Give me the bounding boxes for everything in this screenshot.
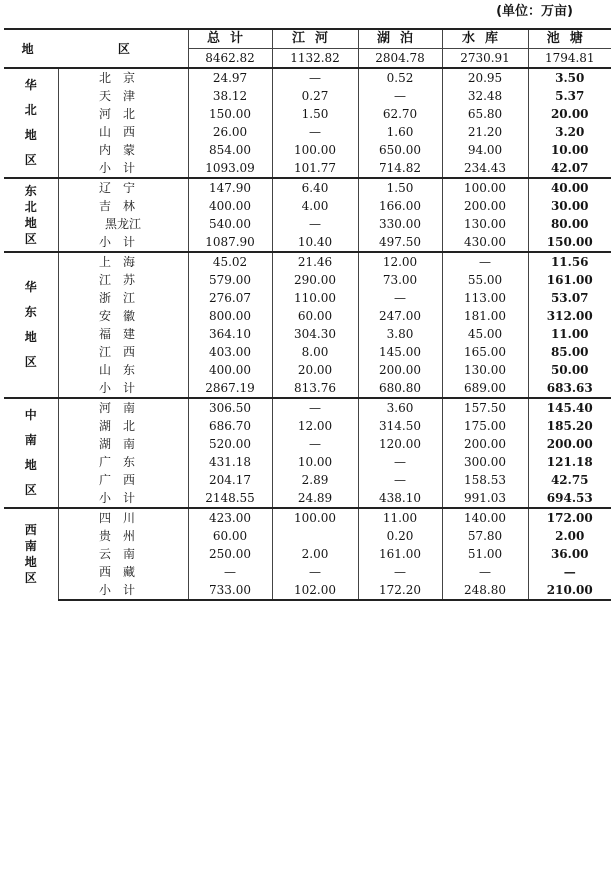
value-cell: 0.20 xyxy=(358,527,442,545)
unit-note: (单位：万亩) xyxy=(496,4,573,19)
value-cell: 140.00 xyxy=(442,508,528,527)
province-name: 湖南 xyxy=(58,435,188,453)
total-cell: 1132.82 xyxy=(272,49,358,69)
province-name: 河南 xyxy=(58,398,188,417)
province-name: 上海 xyxy=(58,252,188,271)
province-name: 四川 xyxy=(58,508,188,527)
province-name: 小计 xyxy=(58,233,188,252)
table-row xyxy=(4,343,611,361)
region-char: 地 xyxy=(24,215,37,230)
region-label xyxy=(4,398,58,508)
value-cell: 57.80 xyxy=(442,527,528,545)
value-cell: — xyxy=(358,453,442,471)
region-label xyxy=(4,508,58,600)
value-cell: 165.00 xyxy=(442,343,528,361)
table-row xyxy=(4,527,611,545)
value-cell: 36.00 xyxy=(528,545,611,563)
region-chars xyxy=(25,403,37,503)
total-cell: 2804.78 xyxy=(358,49,442,69)
value-cell: 423.00 xyxy=(188,508,272,527)
value-cell: 145.40 xyxy=(528,398,611,417)
region-char: 区 xyxy=(24,483,37,497)
region-chars xyxy=(25,522,37,586)
province-name: 小计 xyxy=(58,379,188,398)
water-area-table xyxy=(4,28,611,601)
table-row xyxy=(4,68,611,87)
value-cell: 430.00 xyxy=(442,233,528,252)
region-char: 华 xyxy=(24,78,37,92)
value-cell: 2148.55 xyxy=(188,489,272,508)
value-cell: 24.97 xyxy=(188,68,272,87)
value-cell: 110.00 xyxy=(272,289,358,307)
value-cell: 2.00 xyxy=(272,545,358,563)
province-name: 小计 xyxy=(58,581,188,600)
value-cell: 130.00 xyxy=(442,215,528,233)
table-row xyxy=(4,123,611,141)
province-name: 浙江 xyxy=(58,289,188,307)
table-row xyxy=(4,105,611,123)
region-char: 地 xyxy=(24,128,37,142)
column-header: 总计 xyxy=(188,29,272,49)
value-cell: 185.20 xyxy=(528,417,611,435)
province-name: 河北 xyxy=(58,105,188,123)
table-row xyxy=(4,215,611,233)
value-cell: 30.00 xyxy=(528,197,611,215)
table-row xyxy=(4,325,611,343)
value-cell: 2867.19 xyxy=(188,379,272,398)
value-cell: 42.75 xyxy=(528,471,611,489)
region-char: 北 xyxy=(24,103,37,117)
value-cell: 431.18 xyxy=(188,453,272,471)
column-header: 池塘 xyxy=(528,29,611,49)
value-cell: 11.00 xyxy=(358,508,442,527)
value-cell: 689.00 xyxy=(442,379,528,398)
value-cell: — xyxy=(272,123,358,141)
region-label xyxy=(4,178,58,252)
value-cell: 147.90 xyxy=(188,178,272,197)
value-cell: 80.00 xyxy=(528,215,611,233)
table-row xyxy=(4,233,611,252)
table-row xyxy=(4,307,611,325)
value-cell: 579.00 xyxy=(188,271,272,289)
value-cell: 210.00 xyxy=(528,581,611,600)
province-name: 安徽 xyxy=(58,307,188,325)
column-header: 水库 xyxy=(442,29,528,49)
region-char: 地 xyxy=(24,458,37,472)
region-chars xyxy=(25,183,37,247)
value-cell: 150.00 xyxy=(188,105,272,123)
table-row xyxy=(4,252,611,271)
value-cell: 10.40 xyxy=(272,233,358,252)
value-cell: 150.00 xyxy=(528,233,611,252)
value-cell: 1.50 xyxy=(358,178,442,197)
value-cell: 200.00 xyxy=(358,361,442,379)
value-cell: 694.53 xyxy=(528,489,611,508)
province-name: 山东 xyxy=(58,361,188,379)
value-cell: 247.00 xyxy=(358,307,442,325)
value-cell: 55.00 xyxy=(442,271,528,289)
region-char: 东 xyxy=(24,183,37,198)
table-row xyxy=(4,197,611,215)
value-cell: 300.00 xyxy=(442,453,528,471)
value-cell: 5.37 xyxy=(528,87,611,105)
region-chars xyxy=(25,73,37,173)
region-char: 西 xyxy=(24,523,37,537)
province-name: 江西 xyxy=(58,343,188,361)
value-cell: 200.00 xyxy=(442,435,528,453)
value-cell: 40.00 xyxy=(528,178,611,197)
value-cell: — xyxy=(358,87,442,105)
value-cell: 290.00 xyxy=(272,271,358,289)
value-cell: 145.00 xyxy=(358,343,442,361)
table-row xyxy=(4,453,611,471)
province-name: 广西 xyxy=(58,471,188,489)
province-name: 云南 xyxy=(58,545,188,563)
region-char: 区 xyxy=(24,153,37,167)
value-cell: 130.00 xyxy=(442,361,528,379)
value-cell: — xyxy=(528,563,611,581)
total-cell: 2730.91 xyxy=(442,49,528,69)
value-cell: — xyxy=(442,563,528,581)
value-cell: 314.50 xyxy=(358,417,442,435)
value-cell: 800.00 xyxy=(188,307,272,325)
province-name: 吉林 xyxy=(58,197,188,215)
value-cell: — xyxy=(272,563,358,581)
value-cell: 172.00 xyxy=(528,508,611,527)
value-cell: 24.89 xyxy=(272,489,358,508)
value-cell: 200.00 xyxy=(442,197,528,215)
column-header: 湖泊 xyxy=(358,29,442,49)
province-name: 小计 xyxy=(58,489,188,508)
value-cell: 1.50 xyxy=(272,105,358,123)
region-char: 地 xyxy=(24,555,37,569)
value-cell: 53.07 xyxy=(528,289,611,307)
value-cell: 26.00 xyxy=(188,123,272,141)
value-cell: 45.02 xyxy=(188,252,272,271)
province-name: 小计 xyxy=(58,159,188,178)
value-cell: 20.00 xyxy=(272,361,358,379)
value-cell: 60.00 xyxy=(188,527,272,545)
value-cell: 200.00 xyxy=(528,435,611,453)
value-cell: 20.00 xyxy=(528,105,611,123)
region-char: 区 xyxy=(24,355,37,369)
value-cell: — xyxy=(188,563,272,581)
table-row xyxy=(4,379,611,398)
value-cell: — xyxy=(272,68,358,87)
value-cell: 94.00 xyxy=(442,141,528,159)
value-cell: 680.80 xyxy=(358,379,442,398)
value-cell: 438.10 xyxy=(358,489,442,508)
value-cell: 12.00 xyxy=(272,417,358,435)
value-cell: 10.00 xyxy=(272,453,358,471)
value-cell: 520.00 xyxy=(188,435,272,453)
total-cell: 1794.81 xyxy=(528,49,611,69)
value-cell: 101.77 xyxy=(272,159,358,178)
table-row xyxy=(4,178,611,197)
province-name: 广东 xyxy=(58,453,188,471)
header-row xyxy=(4,29,611,49)
value-cell: 1.60 xyxy=(358,123,442,141)
value-cell: 65.80 xyxy=(442,105,528,123)
value-cell: 304.30 xyxy=(272,325,358,343)
province-name: 西藏 xyxy=(58,563,188,581)
value-cell: 0.52 xyxy=(358,68,442,87)
value-cell: 364.10 xyxy=(188,325,272,343)
value-cell: 6.40 xyxy=(272,178,358,197)
value-cell: 21.20 xyxy=(442,123,528,141)
value-cell: — xyxy=(272,435,358,453)
table-row xyxy=(4,581,611,600)
value-cell: — xyxy=(358,471,442,489)
value-cell: — xyxy=(442,252,528,271)
value-cell: 60.00 xyxy=(272,307,358,325)
region-char: 北 xyxy=(24,199,37,214)
value-cell: 2.00 xyxy=(528,527,611,545)
province-name: 天津 xyxy=(58,87,188,105)
value-cell: 51.00 xyxy=(442,545,528,563)
region-char: 东 xyxy=(24,305,37,319)
value-cell: 650.00 xyxy=(358,141,442,159)
value-cell xyxy=(272,527,358,545)
value-cell: 157.50 xyxy=(442,398,528,417)
value-cell: 400.00 xyxy=(188,361,272,379)
value-cell: 175.00 xyxy=(442,417,528,435)
table-row xyxy=(4,271,611,289)
value-cell: 4.00 xyxy=(272,197,358,215)
value-cell: 3.20 xyxy=(528,123,611,141)
total-cell: 8462.82 xyxy=(188,49,272,69)
value-cell: 121.18 xyxy=(528,453,611,471)
value-cell: 45.00 xyxy=(442,325,528,343)
region-chars xyxy=(25,275,37,375)
value-cell: 102.00 xyxy=(272,581,358,600)
table-row xyxy=(4,508,611,527)
value-cell: 497.50 xyxy=(358,233,442,252)
value-cell: 100.00 xyxy=(272,141,358,159)
value-cell: 161.00 xyxy=(358,545,442,563)
value-cell: 42.07 xyxy=(528,159,611,178)
value-cell: 50.00 xyxy=(528,361,611,379)
table-row xyxy=(4,361,611,379)
value-cell: 38.12 xyxy=(188,87,272,105)
table-row xyxy=(4,398,611,417)
province-name: 北京 xyxy=(58,68,188,87)
value-cell: 3.60 xyxy=(358,398,442,417)
value-cell: 248.80 xyxy=(442,581,528,600)
value-cell: 1087.90 xyxy=(188,233,272,252)
value-cell: 3.50 xyxy=(528,68,611,87)
region-label xyxy=(4,68,58,178)
value-cell: 113.00 xyxy=(442,289,528,307)
value-cell: 683.63 xyxy=(528,379,611,398)
value-cell: 158.53 xyxy=(442,471,528,489)
value-cell: 120.00 xyxy=(358,435,442,453)
table-row xyxy=(4,563,611,581)
table-row xyxy=(4,435,611,453)
value-cell: 686.70 xyxy=(188,417,272,435)
table-row xyxy=(4,141,611,159)
value-cell: 10.00 xyxy=(528,141,611,159)
area-header: 地 区 xyxy=(4,29,188,68)
value-cell: 400.00 xyxy=(188,197,272,215)
table-row xyxy=(4,417,611,435)
value-cell: 714.82 xyxy=(358,159,442,178)
value-cell: 204.17 xyxy=(188,471,272,489)
table-row xyxy=(4,159,611,178)
value-cell: — xyxy=(272,215,358,233)
province-name: 湖北 xyxy=(58,417,188,435)
region-char: 中 xyxy=(24,408,37,422)
province-name: 山西 xyxy=(58,123,188,141)
region-char: 南 xyxy=(24,433,37,447)
value-cell: — xyxy=(272,398,358,417)
province-name: 辽宁 xyxy=(58,178,188,197)
value-cell: 1093.09 xyxy=(188,159,272,178)
value-cell: 11.00 xyxy=(528,325,611,343)
value-cell: 161.00 xyxy=(528,271,611,289)
value-cell: 166.00 xyxy=(358,197,442,215)
value-cell: 733.00 xyxy=(188,581,272,600)
province-name: 内蒙 xyxy=(58,141,188,159)
value-cell: 403.00 xyxy=(188,343,272,361)
value-cell: 991.03 xyxy=(442,489,528,508)
value-cell: 12.00 xyxy=(358,252,442,271)
region-char: 华 xyxy=(24,280,37,294)
value-cell: 312.00 xyxy=(528,307,611,325)
value-cell: 100.00 xyxy=(272,508,358,527)
region-label xyxy=(4,252,58,398)
region-char: 地 xyxy=(24,330,37,344)
value-cell: 0.27 xyxy=(272,87,358,105)
value-cell: — xyxy=(358,563,442,581)
value-cell: 330.00 xyxy=(358,215,442,233)
region-char: 区 xyxy=(24,231,37,246)
value-cell: 62.70 xyxy=(358,105,442,123)
value-cell: 250.00 xyxy=(188,545,272,563)
province-name: 贵州 xyxy=(58,527,188,545)
province-name: 福建 xyxy=(58,325,188,343)
value-cell: 181.00 xyxy=(442,307,528,325)
value-cell: 11.56 xyxy=(528,252,611,271)
province-name: 黑龙江 xyxy=(58,215,188,233)
value-cell: 85.00 xyxy=(528,343,611,361)
value-cell: 306.50 xyxy=(188,398,272,417)
value-cell: 21.46 xyxy=(272,252,358,271)
value-cell: 32.48 xyxy=(442,87,528,105)
province-name: 江苏 xyxy=(58,271,188,289)
region-char: 南 xyxy=(24,539,37,553)
table-row xyxy=(4,471,611,489)
table-row xyxy=(4,545,611,563)
value-cell: 172.20 xyxy=(358,581,442,600)
value-cell: — xyxy=(358,289,442,307)
value-cell: 854.00 xyxy=(188,141,272,159)
region-char: 区 xyxy=(24,571,37,585)
column-header: 江河 xyxy=(272,29,358,49)
value-cell: 20.95 xyxy=(442,68,528,87)
table-row xyxy=(4,87,611,105)
table-row xyxy=(4,489,611,508)
value-cell: 234.43 xyxy=(442,159,528,178)
value-cell: 2.89 xyxy=(272,471,358,489)
value-cell: 73.00 xyxy=(358,271,442,289)
value-cell: 3.80 xyxy=(358,325,442,343)
value-cell: 540.00 xyxy=(188,215,272,233)
table-row xyxy=(4,289,611,307)
value-cell: 276.07 xyxy=(188,289,272,307)
value-cell: 100.00 xyxy=(442,178,528,197)
value-cell: 8.00 xyxy=(272,343,358,361)
value-cell: 813.76 xyxy=(272,379,358,398)
